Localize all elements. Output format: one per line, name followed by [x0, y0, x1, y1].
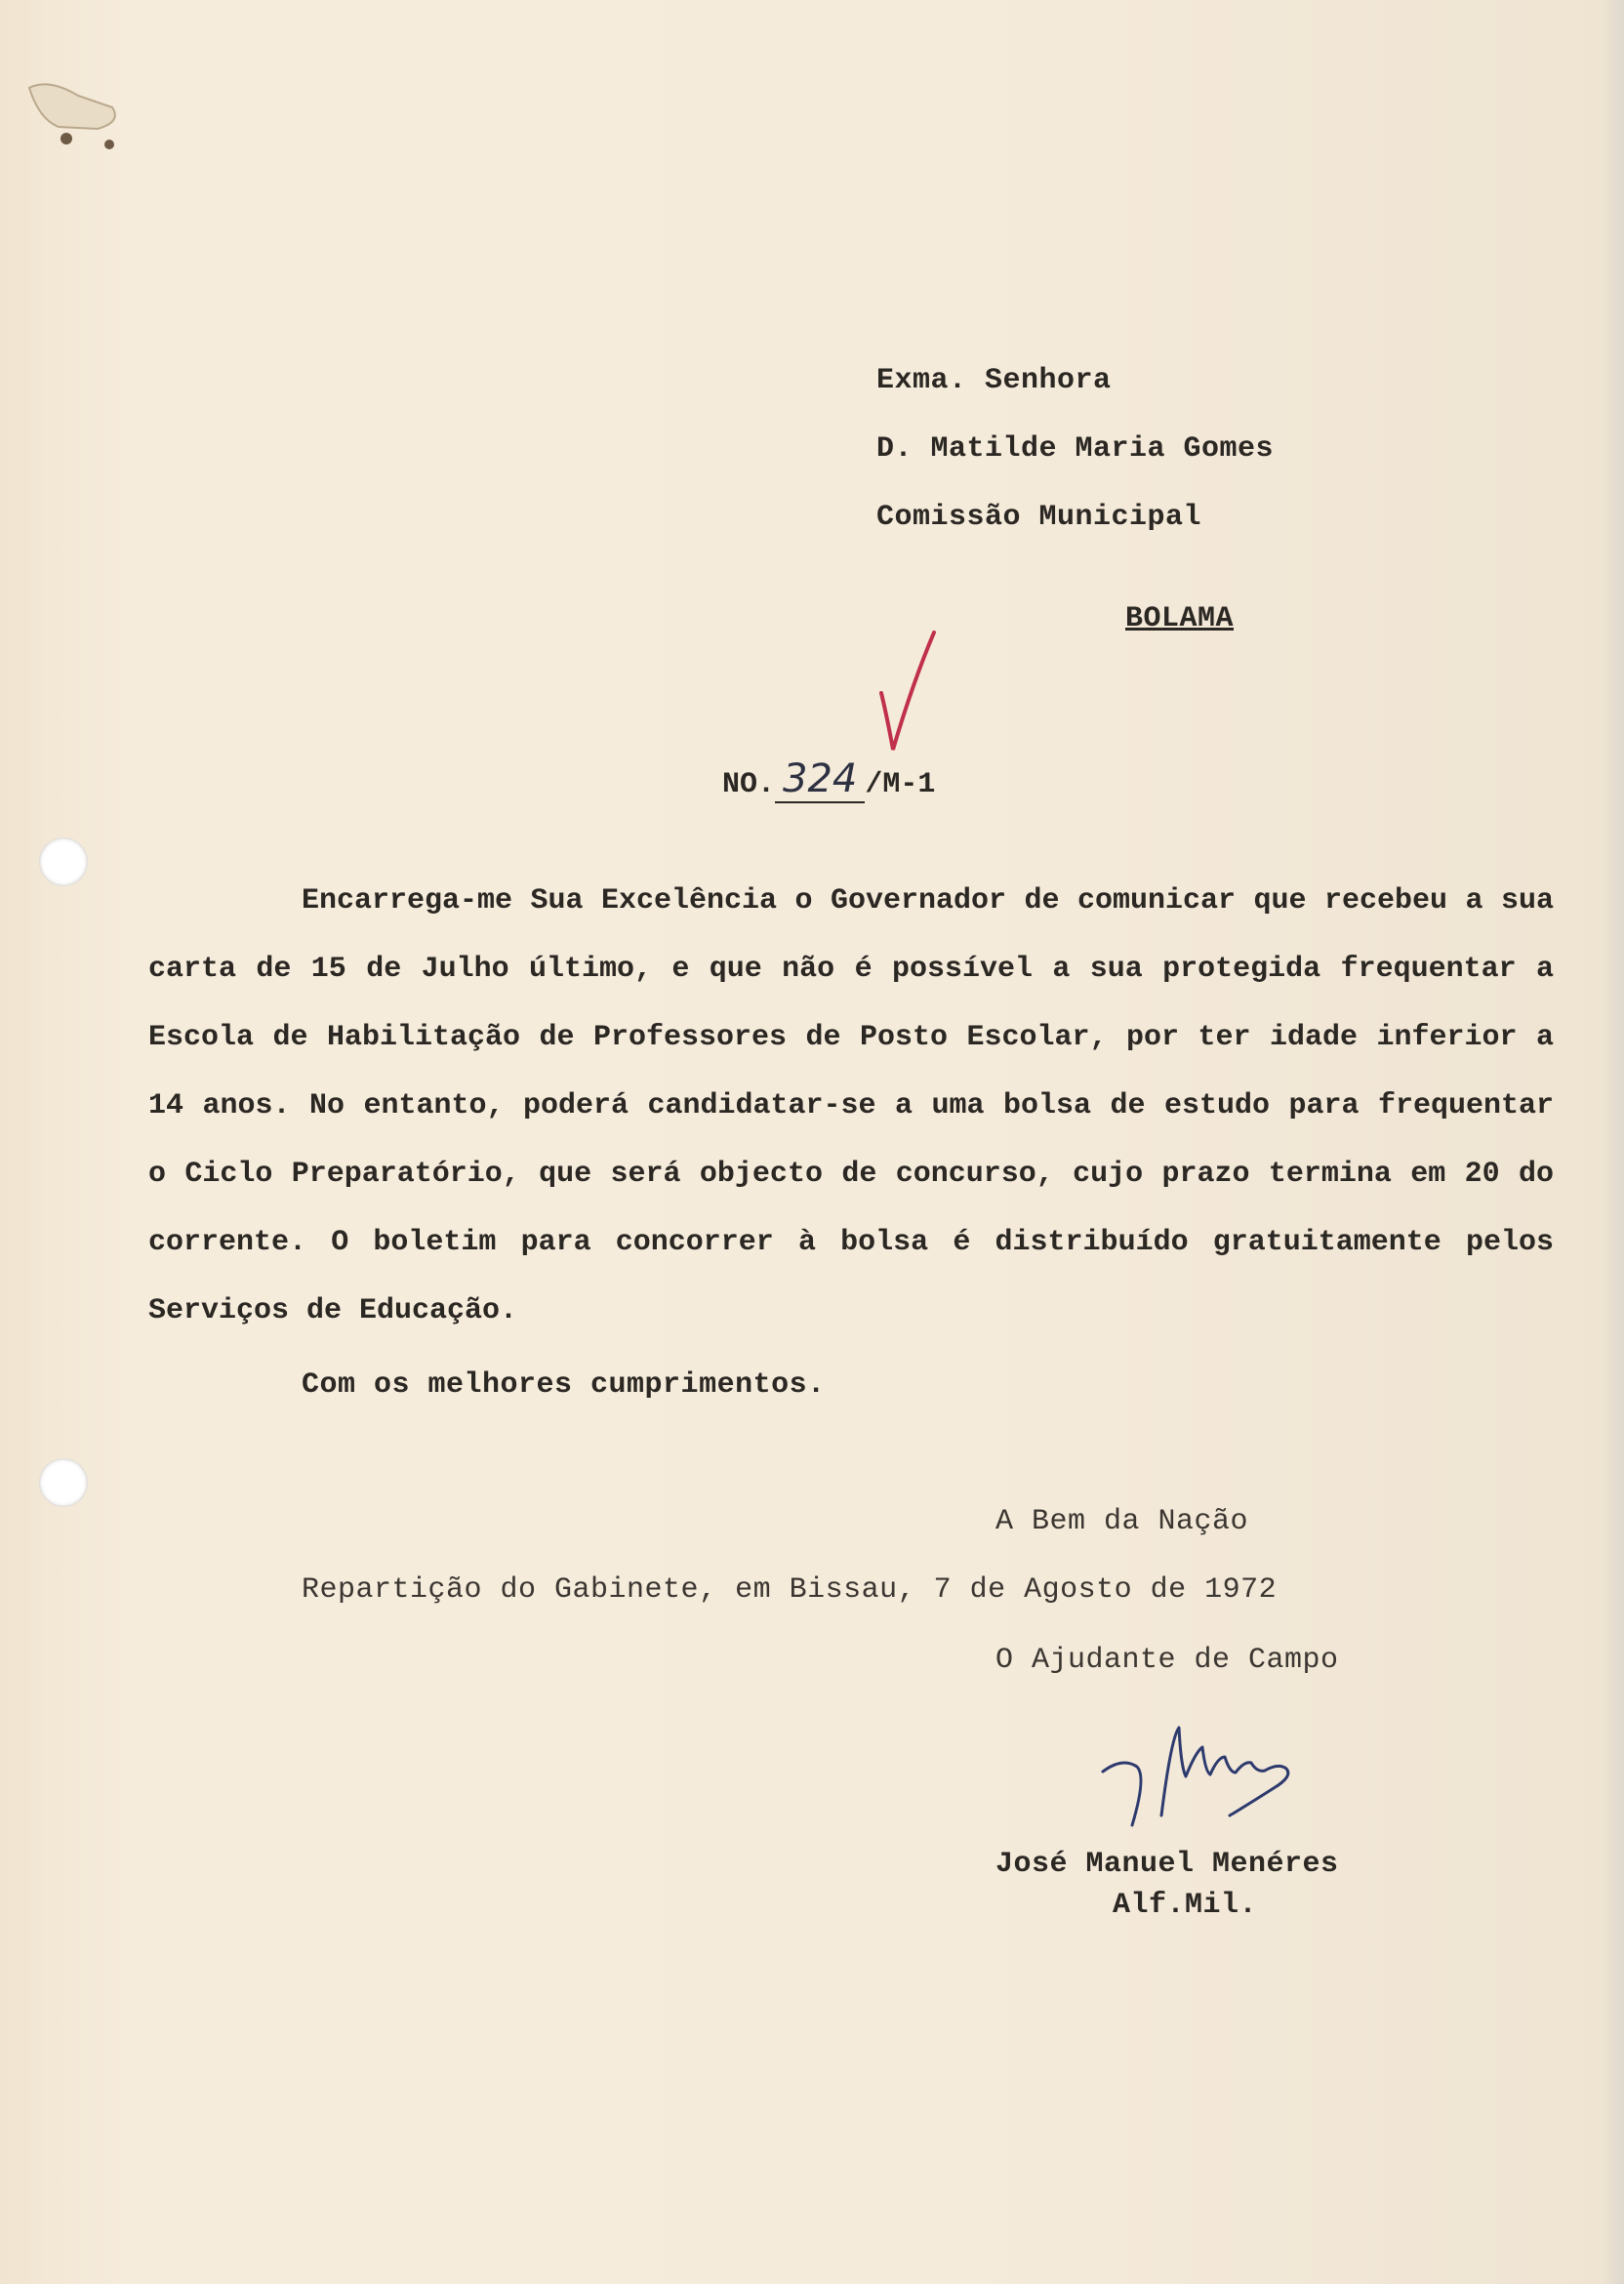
recipient-city: BOLAMA — [1125, 602, 1235, 635]
recipient-organization: Comissão Municipal — [876, 501, 1202, 534]
handwritten-signature — [1093, 1718, 1347, 1845]
recipient-name: D. Matilde Maria Gomes — [876, 432, 1275, 466]
paper-edge-shadow — [1603, 0, 1624, 2284]
check-mark-icon — [873, 625, 952, 761]
punch-hole-top — [39, 837, 88, 886]
body-paragraph: Encarrega-me Sua Excelência o Governador de comunicar que recebeu a sua carta de 15 de Julho último, e que não é possível a sua protegida frequentar a Escola de Habilitação de Professores de Posto Escolar, por ter idade inferior a 14 anos. No entanto, poderá candidatar-se a uma bolsa de estudo para frequentar o Ciclo Preparatório, que será objecto de concurso, cujo prazo termina em 20 do corrente. O boletim para concorrer à bolsa é distribuído gratuitamente pelos Serviços de Educação. — [148, 884, 1554, 1327]
place-date-line: Repartição do Gabinete, em Bissau, 7 de Agosto de 1972 — [302, 1573, 1278, 1607]
signer-name: José Manuel Menéres — [995, 1848, 1339, 1881]
reference-handwritten-number: 324 — [775, 756, 865, 803]
motto-line: A Bem da Nação — [995, 1505, 1249, 1538]
reference-number — [722, 756, 935, 801]
closing-line: Com os melhores cumprimentos. — [302, 1368, 826, 1402]
reference-suffix: /M-1 — [865, 768, 936, 801]
torn-corner-mark — [20, 68, 137, 176]
signer-rank: Alf.Mil. — [1113, 1889, 1258, 1922]
reference-prefix: NO. — [722, 768, 776, 801]
recipient-salutation: Exma. Senhora — [876, 364, 1112, 397]
punch-hole-bottom — [39, 1458, 88, 1507]
signer-role: O Ajudante de Campo — [995, 1644, 1339, 1677]
